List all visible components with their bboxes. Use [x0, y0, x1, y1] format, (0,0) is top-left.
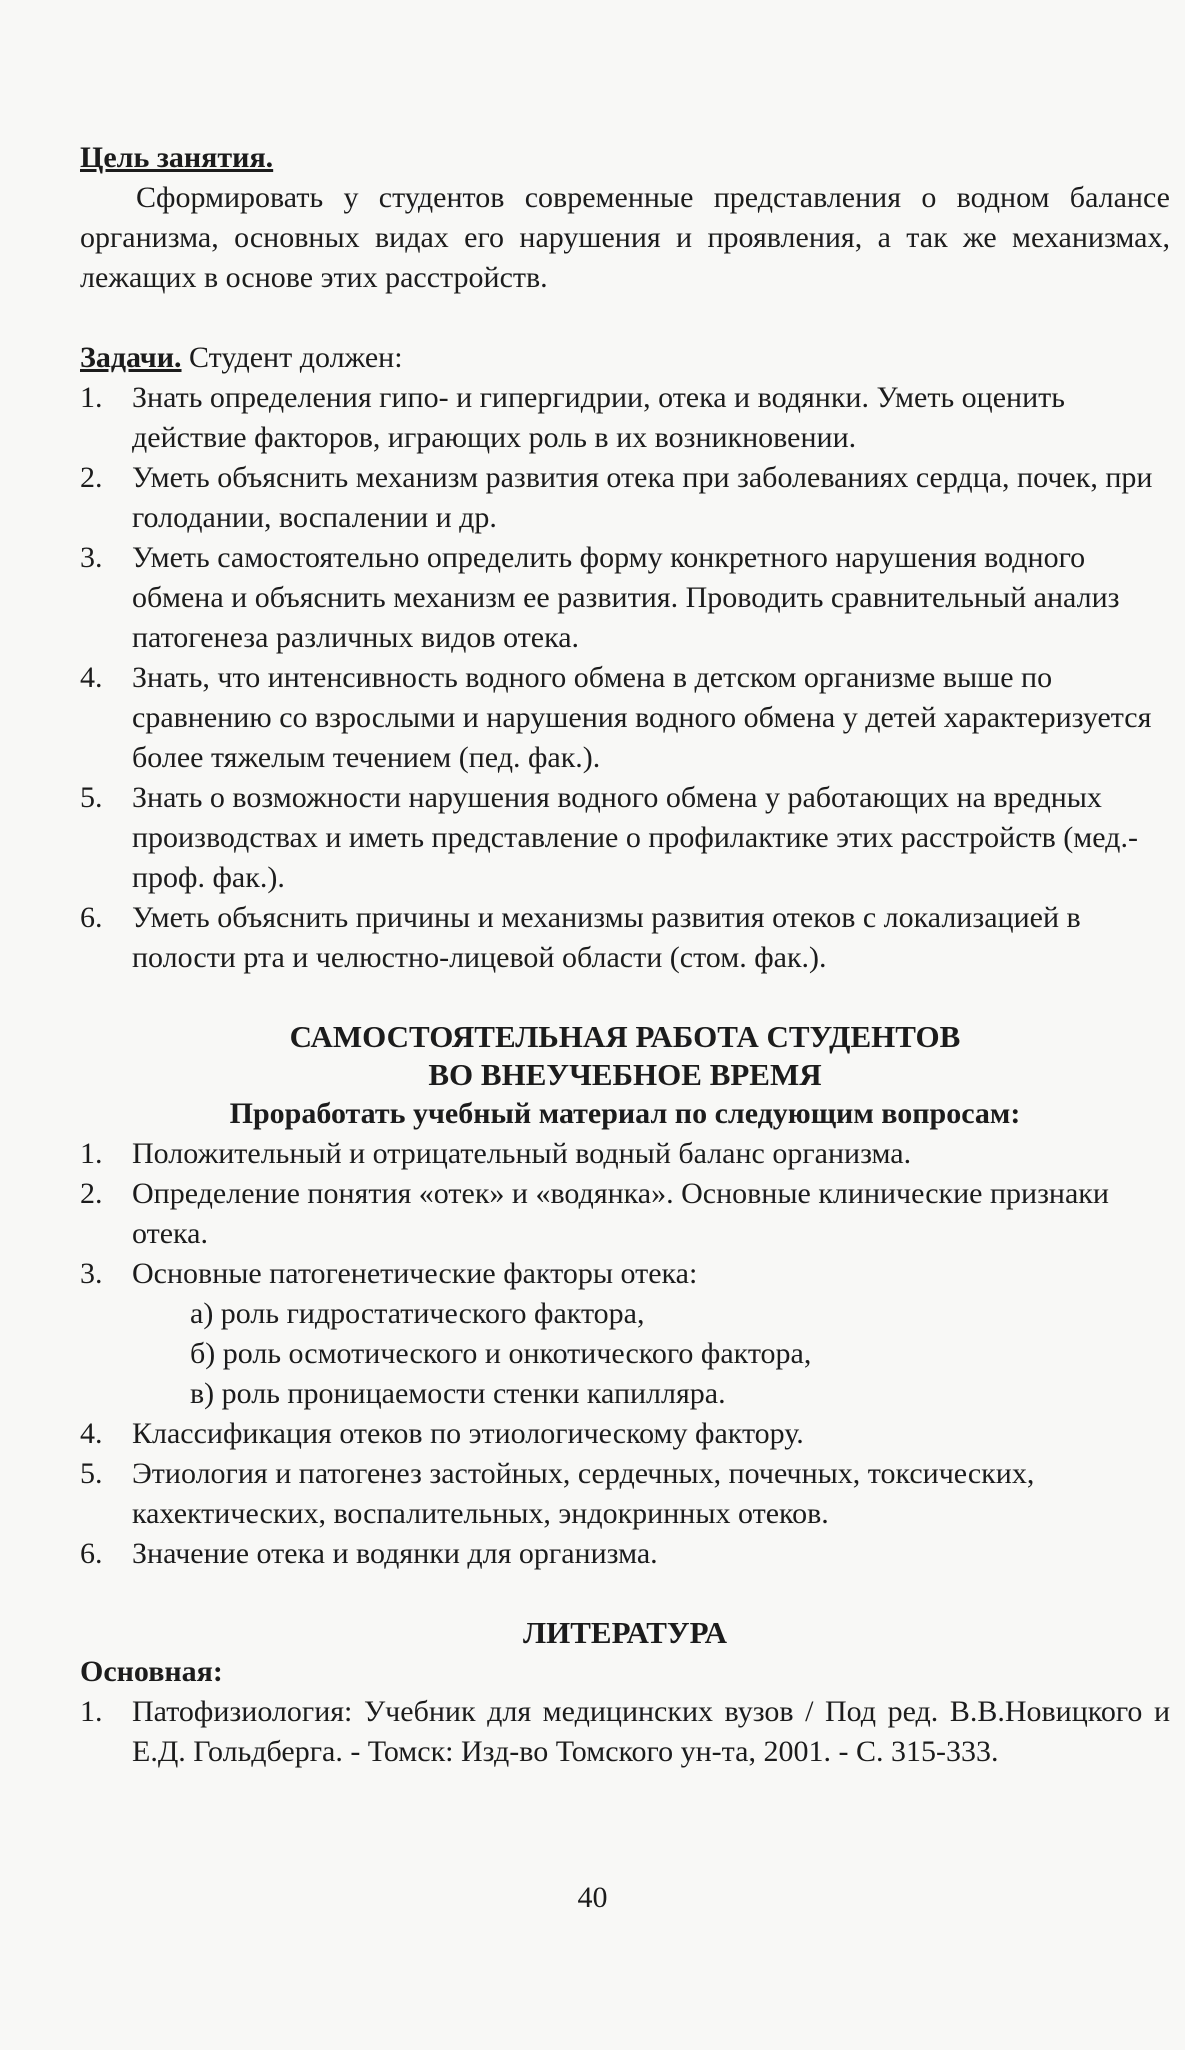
tasks-list — [80, 378, 1170, 978]
list-item-number: 4. — [80, 661, 103, 694]
list-item — [80, 458, 1170, 538]
list-item-number: 5. — [80, 781, 103, 814]
goal-heading: Цель занятия. — [80, 141, 274, 174]
list-item — [80, 658, 1170, 778]
list-item-number: 4. — [80, 1417, 103, 1450]
tasks-heading: Задачи. — [80, 341, 182, 374]
page-number: 40 — [577, 1881, 608, 1914]
sublist-item: в) роль проницаемости стенки капилляра. — [190, 1377, 726, 1410]
list-item-text: Определение понятия «отек» и «водянка». Основные клинические признаки отека. — [132, 1177, 1109, 1250]
list-item — [80, 378, 1170, 458]
list-item — [80, 1454, 1170, 1534]
sublist-item: а) роль гидростатического фактора, — [190, 1297, 645, 1330]
literature-title: ЛИТЕРАТУРА — [523, 1615, 727, 1650]
list-item-text: Знать о возможности нарушения водного обмена у работающих на вредных производствах и иметь представление о профилактике этих расстройств (мед.-проф. фак.). — [132, 781, 1138, 894]
list-item — [80, 1692, 1170, 1772]
page-content — [80, 138, 1170, 1772]
list-item-text: Знать, что интенсивность водного обмена в детском организме выше по сравнению со взрослыми и нарушения водного обмена у детей характеризуется более тяжелым течением (пед. фак.). — [132, 661, 1152, 774]
list-item-text: Классификация отеков по этиологическому фактору. — [132, 1417, 804, 1450]
list-item-number: 1. — [80, 1695, 103, 1728]
literature-section — [80, 1614, 1170, 1772]
list-item-text: Основные патогенетические факторы отека: — [132, 1257, 698, 1290]
tasks-section — [80, 338, 1170, 978]
list-item-number: 6. — [80, 901, 103, 934]
list-item-text: Этиология и патогенез застойных, сердечных, почечных, токсических, кахектических, воспалительных, эндокринных отеков. — [132, 1457, 1035, 1530]
list-item — [80, 1414, 1170, 1454]
self-work-subtitle: Проработать учебный материал по следующим вопросам: — [229, 1097, 1021, 1130]
list-item — [80, 1174, 1170, 1254]
tasks-header — [80, 338, 1170, 378]
goal-text: Сформировать у студентов современные представления о водном балансе организма, основных видах его нарушения и проявления, а так же механизмах, лежащих в основе этих расстройств. — [80, 181, 1170, 294]
tasks-intro: Студент должен: — [189, 341, 403, 374]
list-item-text: Значение отека и водянки для организма. — [132, 1537, 658, 1570]
list-item — [80, 1134, 1170, 1174]
literature-list — [80, 1692, 1170, 1772]
list-item — [80, 778, 1170, 898]
list-item-number: 2. — [80, 1177, 103, 1210]
self-work-section — [80, 1018, 1170, 1574]
list-item — [80, 1534, 1170, 1574]
goal-section — [80, 138, 1170, 298]
list-item-number: 5. — [80, 1457, 103, 1490]
list-item-text: Уметь объяснить механизм развития отека при заболеваниях сердца, почек, при голодании, воспалении и др. — [132, 461, 1153, 534]
list-item — [80, 538, 1170, 658]
list-item-number: 2. — [80, 461, 103, 494]
list-item-text: Уметь самостоятельно определить форму конкретного нарушения водного обмена и объяснить механизм ее развития. Проводить сравнительный анализ патогенеза различных видов отека. — [132, 541, 1120, 654]
list-item — [80, 898, 1170, 978]
list-item-number: 3. — [80, 1257, 103, 1290]
literature-main-heading: Основная: — [80, 1655, 223, 1688]
list-item-number: 6. — [80, 1537, 103, 1570]
list-item-text: Положительный и отрицательный водный баланс организма. — [132, 1137, 912, 1170]
self-work-list — [80, 1134, 1170, 1574]
self-work-title-line1: САМОСТОЯТЕЛЬНАЯ РАБОТА СТУДЕНТОВ — [289, 1019, 961, 1054]
list-item-number: 3. — [80, 541, 103, 574]
list-item — [80, 1254, 1170, 1414]
list-item-text: Уметь объяснить причины и механизмы развития отеков с локализацией в полости рта и челюстно-лицевой области (стом. фак.). — [132, 901, 1081, 974]
list-item-number: 1. — [80, 381, 103, 414]
sublist-item: б) роль осмотического и онкотического фактора, — [190, 1337, 812, 1370]
list-item-number: 1. — [80, 1137, 103, 1170]
factors-sublist — [132, 1294, 1170, 1414]
list-item-text: Патофизиология: Учебник для медицинских вузов / Под ред. В.В.Новицкого и Е.Д. Гольдберга. - Томск: Изд-во Томского ун-та, 2001. - С. 315-333. — [132, 1695, 1170, 1768]
self-work-title-line2: ВО ВНЕУЧЕБНОЕ ВРЕМЯ — [428, 1057, 822, 1092]
list-item-text: Знать определения гипо- и гипергидрии, отека и водянки. Уметь оценить действие факторов, играющих роль в их возникновении. — [132, 381, 1065, 454]
